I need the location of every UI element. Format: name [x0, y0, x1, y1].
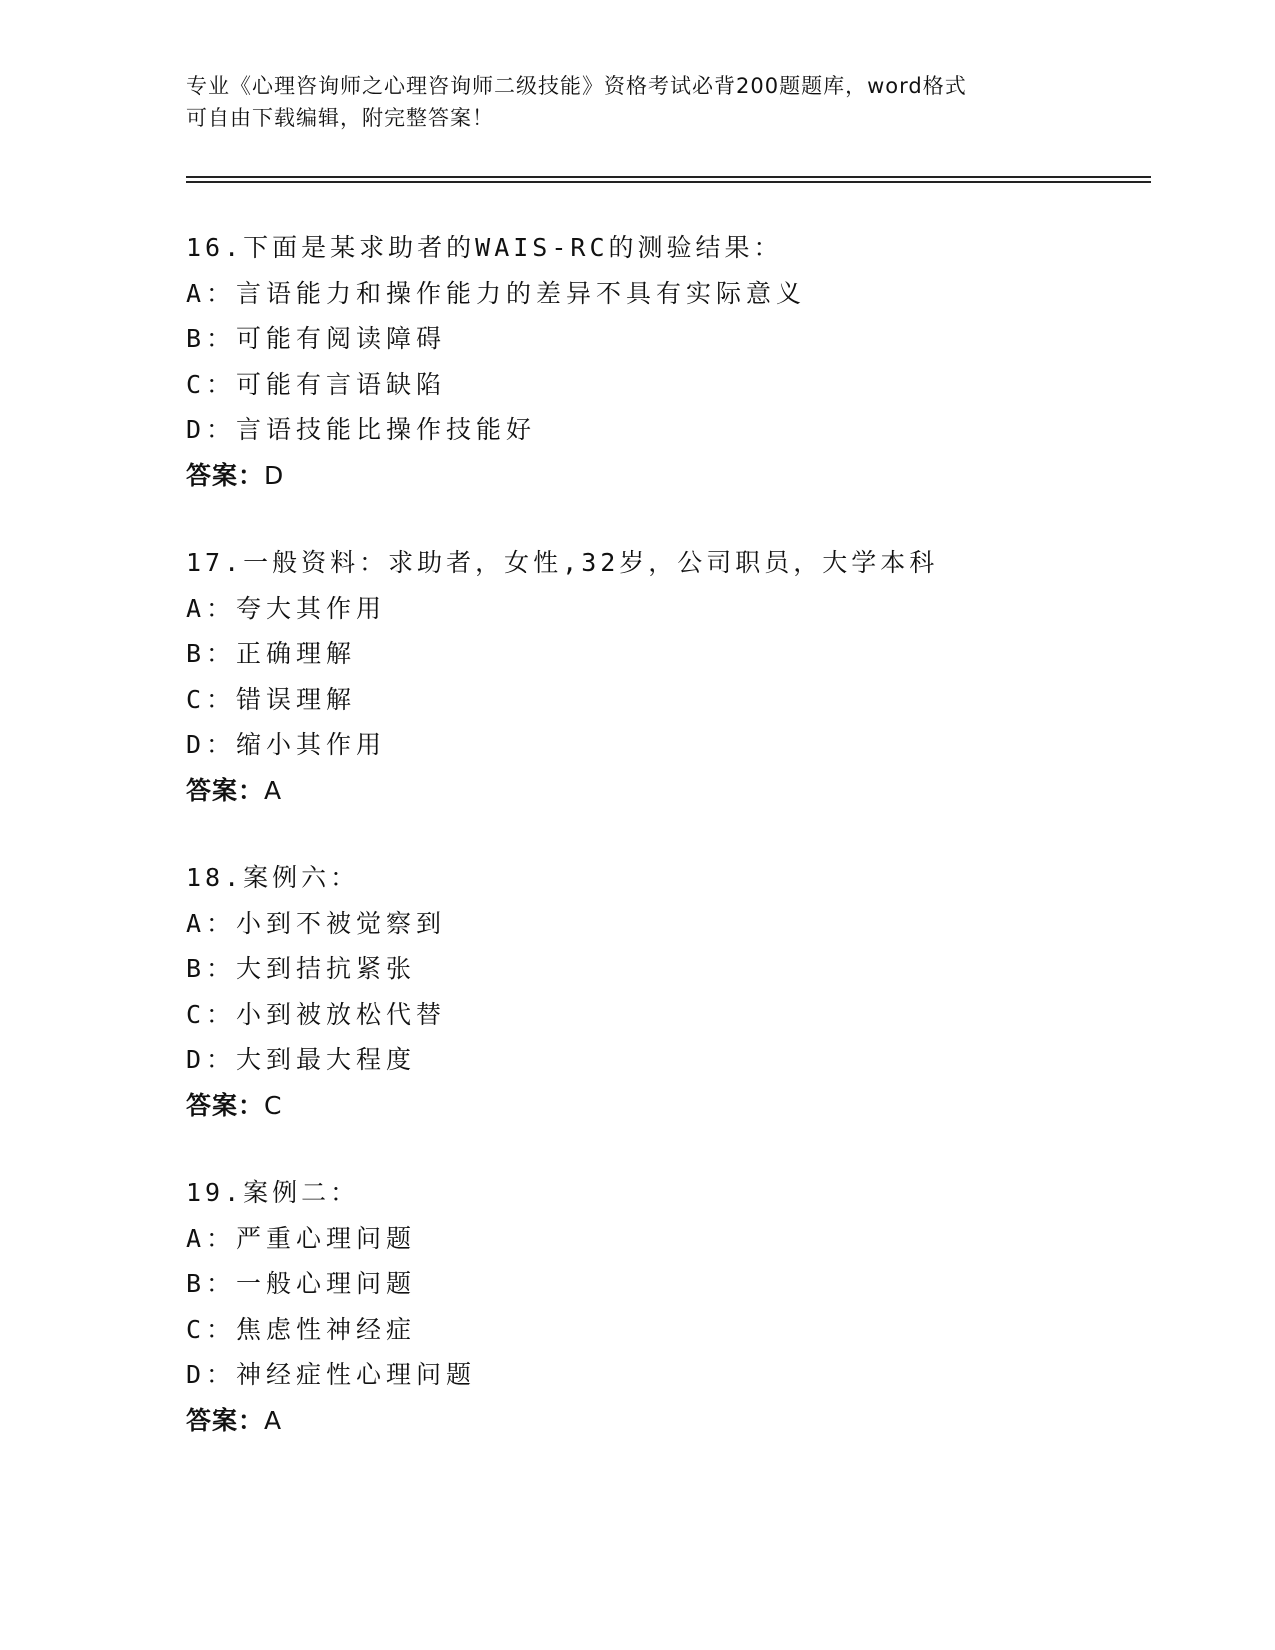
option-d: D：大到最大程度	[186, 1045, 417, 1074]
header-divider-bottom	[186, 181, 1151, 183]
header-divider-top	[186, 176, 1151, 178]
document-header	[186, 70, 1086, 134]
option-c: C：错误理解	[186, 684, 357, 714]
option-a: A：严重心理问题	[186, 1223, 417, 1253]
question-16	[186, 225, 1146, 498]
answer-value: A	[264, 775, 283, 805]
option-d: D：言语技能比操作技能好	[186, 415, 537, 444]
question-title: 17.一般资料：求助者，女性,32岁，公司职员，大学本科	[186, 548, 939, 577]
answer-line	[186, 768, 1146, 814]
answer-label: 答案：	[186, 1405, 265, 1435]
question-19	[186, 1170, 1146, 1443]
question-18	[186, 855, 1146, 1128]
question-17	[186, 540, 1146, 813]
question-title: 16.下面是某求助者的WAIS-RC的测验结果：	[186, 233, 783, 262]
option-b: B：大到拮抗紧张	[186, 954, 417, 983]
answer-label: 答案：	[186, 1090, 265, 1120]
option-b: B：一般心理问题	[186, 1269, 417, 1298]
answer-line	[186, 453, 1146, 499]
option-c: C：焦虑性神经症	[186, 1314, 417, 1344]
option-b: B：正确理解	[186, 639, 357, 668]
answer-line	[186, 1398, 1146, 1444]
header-line-1: 专业《心理咨询师之心理咨询师二级技能》资格考试必背200题题库，word格式	[186, 74, 967, 98]
option-c: C：小到被放松代替	[186, 999, 447, 1029]
option-a: A：小到不被觉察到	[186, 908, 447, 938]
option-d: D：缩小其作用	[186, 730, 387, 759]
option-a: A：言语能力和操作能力的差异不具有实际意义	[186, 278, 807, 308]
option-d: D：神经症性心理问题	[186, 1360, 477, 1389]
answer-value: A	[264, 1405, 283, 1435]
option-a: A：夸大其作用	[186, 593, 387, 623]
answer-label: 答案：	[186, 775, 265, 805]
answer-label: 答案：	[186, 460, 265, 490]
answer-value: C	[264, 1090, 283, 1120]
answer-line	[186, 1083, 1146, 1129]
question-title: 19.案例二：	[186, 1178, 360, 1207]
header-line-2: 可自由下载编辑，附完整答案！	[186, 106, 494, 130]
option-c: C：可能有言语缺陷	[186, 369, 447, 399]
question-title: 18.案例六：	[186, 863, 360, 892]
option-b: B：可能有阅读障碍	[186, 324, 447, 353]
answer-value: D	[264, 460, 285, 490]
